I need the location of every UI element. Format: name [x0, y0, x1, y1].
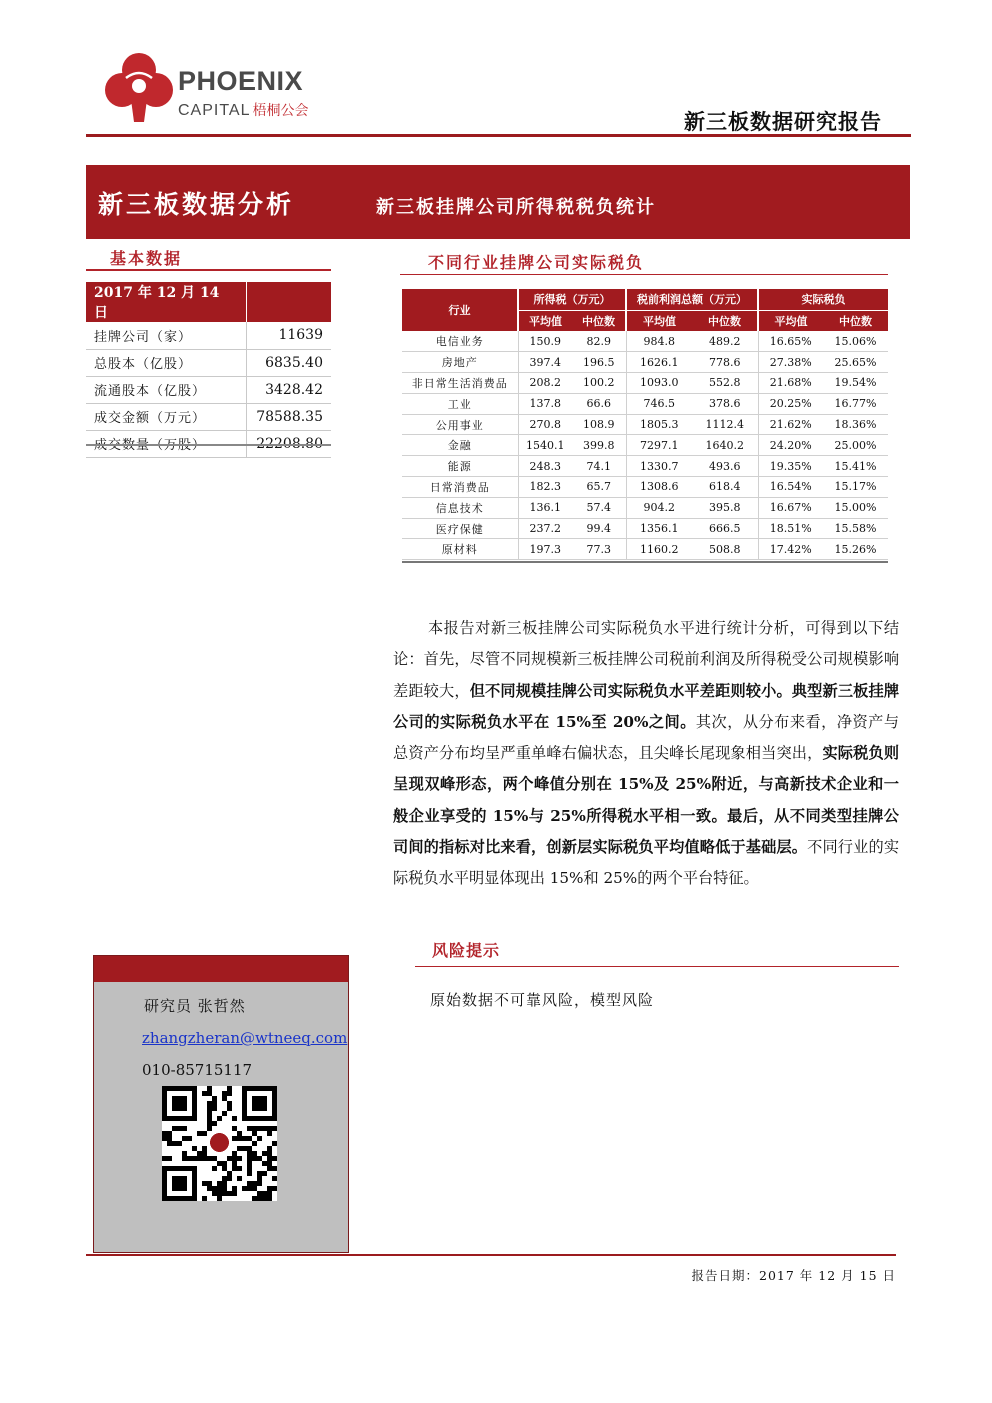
industry-value: 197.3	[518, 539, 572, 560]
sub-header: 平均值	[518, 310, 572, 331]
industry-row	[402, 373, 888, 394]
basic-data-value: 6835.40	[246, 349, 331, 376]
industry-value: 1626.1	[626, 352, 692, 373]
industry-value: 196.5	[572, 352, 626, 373]
industry-value: 15.41%	[823, 456, 888, 477]
basic-data-rule	[86, 269, 331, 271]
industry-value: 1540.1	[518, 435, 572, 456]
basic-data-key: 总股本（亿股）	[86, 349, 246, 376]
industry-row	[402, 414, 888, 435]
industry-value: 984.8	[626, 331, 692, 352]
basic-data-row	[86, 349, 331, 376]
header-group-tax: 所得税（万元）	[518, 289, 626, 310]
industry-value: 1640.2	[692, 435, 758, 456]
industry-value: 552.8	[692, 373, 758, 394]
header-rule	[86, 134, 911, 137]
industry-value: 15.17%	[823, 477, 888, 498]
industry-value: 618.4	[692, 477, 758, 498]
basic-data-date: 2017 年 12 月 14 日	[86, 282, 246, 322]
industry-value: 150.9	[518, 331, 572, 352]
header-industry: 行业	[402, 289, 518, 331]
industry-value: 20.25%	[758, 393, 823, 414]
industry-row	[402, 435, 888, 456]
industry-value: 25.00%	[823, 435, 888, 456]
industry-value: 1112.4	[692, 414, 758, 435]
industry-value: 1093.0	[626, 373, 692, 394]
industry-value: 15.06%	[823, 331, 888, 352]
industry-value: 666.5	[692, 518, 758, 539]
risk-text: 原始数据不可靠风险，模型风险	[430, 991, 655, 1009]
industry-value: 395.8	[692, 497, 758, 518]
industry-value: 248.3	[518, 456, 572, 477]
footer-rule	[86, 1254, 896, 1256]
industry-name: 金融	[402, 435, 518, 456]
industry-name: 能源	[402, 456, 518, 477]
section-banner	[86, 165, 910, 239]
industry-value: 77.3	[572, 539, 626, 560]
industry-table-rule	[400, 274, 888, 275]
body-text-1: 本报告对新三板挂牌公司实际税负水平进行统计分析，可得到以下结论：首先，尽管不同规模新三板挂牌公司税前利润及所得税受公司规模影响差距较大，	[393, 619, 899, 700]
qr-code-icon	[162, 1086, 277, 1201]
industry-value: 746.5	[626, 393, 692, 414]
industry-row	[402, 539, 888, 560]
industry-tax-table	[402, 289, 888, 560]
industry-value: 1805.3	[626, 414, 692, 435]
industry-value: 16.54%	[758, 477, 823, 498]
logo-sub-cn: 梧桐公会	[252, 102, 309, 118]
industry-value: 16.65%	[758, 331, 823, 352]
logo-brand-text: PHOENIX	[178, 66, 304, 96]
industry-value: 7297.1	[626, 435, 692, 456]
body-text-3: 其次，从分布来看，净资产与总资产分布均呈严重单峰右偏状态，且尖峰长尾现象相当突出，	[393, 712, 900, 763]
analyst-email-link[interactable]: zhangzheran@wtneeq.com	[142, 1029, 348, 1047]
report-date: 报告日期：2017 年 12 月 15 日	[691, 1268, 896, 1283]
industry-value: 82.9	[572, 331, 626, 352]
analyst-name: 研究员 张哲然	[144, 997, 246, 1015]
basic-data-row	[86, 403, 331, 430]
industry-name: 医疗保健	[402, 518, 518, 539]
industry-value: 778.6	[692, 352, 758, 373]
industry-value: 18.51%	[758, 518, 823, 539]
industry-value: 108.9	[572, 414, 626, 435]
industry-value: 378.6	[692, 393, 758, 414]
industry-value: 21.62%	[758, 414, 823, 435]
industry-value: 21.68%	[758, 373, 823, 394]
industry-value: 15.58%	[823, 518, 888, 539]
body-text-5: 不同行业的实际税负水平明显体现出 15%和 25%的两个平台特征。	[393, 838, 900, 888]
analyst-card	[93, 955, 349, 1253]
industry-name: 非日常生活消费品	[402, 373, 518, 394]
basic-data-value: 78588.35	[246, 403, 331, 430]
industry-name: 日常消费品	[402, 477, 518, 498]
industry-value: 136.1	[518, 497, 572, 518]
industry-value: 1330.7	[626, 456, 692, 477]
industry-row	[402, 477, 888, 498]
basic-data-bottom-rule	[86, 444, 331, 446]
sub-header: 中位数	[572, 310, 626, 331]
industry-value: 489.2	[692, 331, 758, 352]
industry-value: 74.1	[572, 456, 626, 477]
industry-row	[402, 497, 888, 518]
industry-value: 65.7	[572, 477, 626, 498]
industry-value: 508.8	[692, 539, 758, 560]
banner-subtitle: 新三板挂牌公司所得税税负统计	[376, 197, 656, 218]
industry-value: 1160.2	[626, 539, 692, 560]
industry-value: 493.6	[692, 456, 758, 477]
basic-data-table	[86, 282, 331, 458]
industry-value: 15.00%	[823, 497, 888, 518]
industry-table-title: 不同行业挂牌公司实际税负	[428, 253, 645, 272]
phoenix-logo	[104, 48, 324, 128]
industry-name: 工业	[402, 393, 518, 414]
industry-row	[402, 352, 888, 373]
industry-value: 15.26%	[823, 539, 888, 560]
basic-data-row	[86, 322, 331, 349]
industry-row	[402, 456, 888, 477]
industry-value: 208.2	[518, 373, 572, 394]
analyst-phone: 010-85715117	[142, 1061, 253, 1079]
risk-rule	[415, 966, 899, 967]
sub-header: 平均值	[626, 310, 692, 331]
logo-sub-text: CAPITAL 梧桐公会	[178, 102, 309, 119]
basic-data-key: 成交金额（万元）	[86, 403, 246, 430]
sub-header: 中位数	[692, 310, 758, 331]
banner-title: 新三板数据分析	[98, 190, 295, 219]
industry-value: 270.8	[518, 414, 572, 435]
industry-value: 904.2	[626, 497, 692, 518]
basic-data-label: 基本数据	[110, 249, 183, 268]
industry-value: 99.4	[572, 518, 626, 539]
industry-value: 18.36%	[823, 414, 888, 435]
industry-name: 信息技术	[402, 497, 518, 518]
industry-row	[402, 331, 888, 352]
industry-name: 电信业务	[402, 331, 518, 352]
industry-name: 原材料	[402, 539, 518, 560]
industry-name: 房地产	[402, 352, 518, 373]
industry-row	[402, 518, 888, 539]
industry-value: 27.38%	[758, 352, 823, 373]
industry-row	[402, 393, 888, 414]
basic-data-header-blank	[246, 282, 331, 322]
header-group-pretax-profit: 税前利润总额（万元）	[626, 289, 758, 310]
industry-name: 公用事业	[402, 414, 518, 435]
industry-value: 1308.6	[626, 477, 692, 498]
header-group-effective-rate: 实际税负	[758, 289, 888, 310]
basic-data-value: 11639	[246, 322, 331, 349]
industry-value: 137.8	[518, 393, 572, 414]
basic-data-key: 流通股本（亿股）	[86, 376, 246, 403]
industry-value: 19.54%	[823, 373, 888, 394]
industry-value: 182.3	[518, 477, 572, 498]
industry-value: 100.2	[572, 373, 626, 394]
sub-header: 中位数	[823, 310, 888, 331]
industry-value: 237.2	[518, 518, 572, 539]
basic-data-value: 3428.42	[246, 376, 331, 403]
industry-value: 1356.1	[626, 518, 692, 539]
industry-value: 66.6	[572, 393, 626, 414]
body-text-2-bold: 但不同规模挂牌公司实际税负水平差距则较小。典型新三板挂牌公司的实际税负水平在 15%至 20%之间。	[393, 681, 900, 731]
industry-table-bottom-rule	[402, 561, 888, 563]
body-text-4-bold: 实际税负则呈现双峰形态，两个峰值分别在 15%及 25%附近，与高新技术企业和一般企业享受的 15%与 25%所得税水平相一致。最后，从不同类型挂牌公司间的指标对比来看，创新层实际税负平均值略低于基础层。	[393, 744, 900, 857]
industry-value: 57.4	[572, 497, 626, 518]
industry-value: 19.35%	[758, 456, 823, 477]
industry-value: 25.65%	[823, 352, 888, 373]
industry-value: 16.77%	[823, 393, 888, 414]
phoenix-flower-icon	[104, 48, 174, 124]
industry-value: 17.42%	[758, 539, 823, 560]
industry-value: 397.4	[518, 352, 572, 373]
report-title: 新三板数据研究报告	[684, 110, 882, 134]
sub-header: 平均值	[758, 310, 823, 331]
basic-data-key: 挂牌公司（家）	[86, 322, 246, 349]
industry-value: 24.20%	[758, 435, 823, 456]
industry-value: 16.67%	[758, 497, 823, 518]
risk-label: 风险提示	[432, 941, 501, 960]
industry-value: 399.8	[572, 435, 626, 456]
analysis-paragraph	[393, 613, 899, 895]
analyst-card-header	[94, 956, 348, 982]
basic-data-row	[86, 376, 331, 403]
